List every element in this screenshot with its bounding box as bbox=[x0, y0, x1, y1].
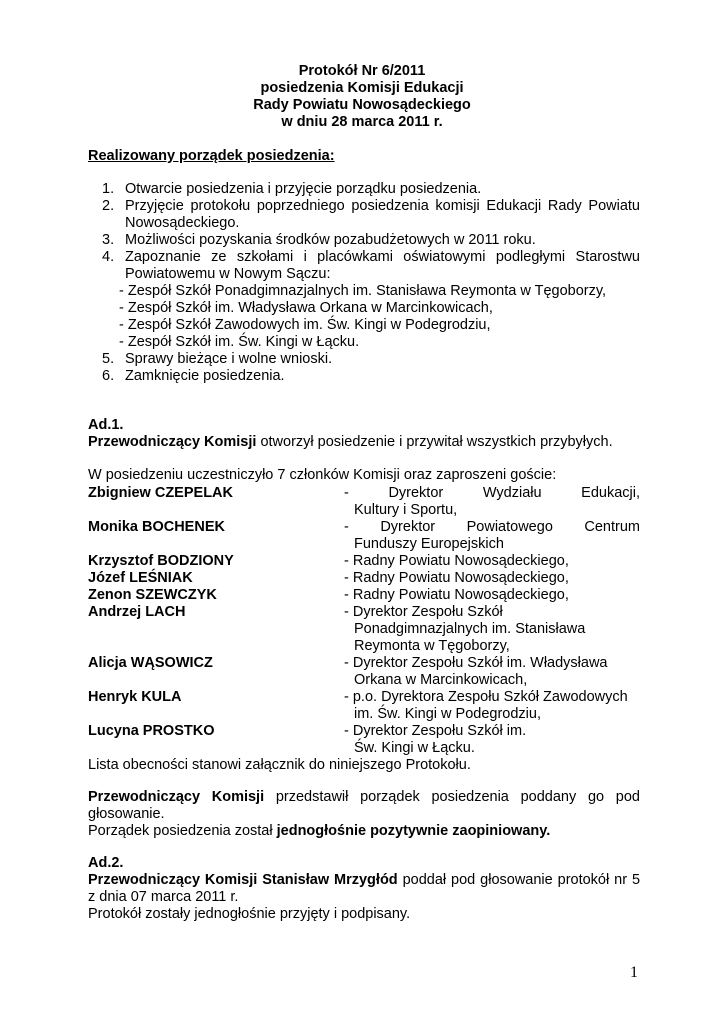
title-line-2: posiedzenia Komisji Edukacji bbox=[260, 80, 464, 96]
agenda-list bbox=[88, 181, 640, 385]
ad2-text: Przewodniczący Komisji Stanisław Mrzygłód poddał pod głosowanie protokół nr 5 z dnia 07 marca 2011 r. bbox=[88, 872, 641, 905]
page-number: 1 bbox=[630, 964, 638, 981]
school-item: - Zespół Szkół Ponadgimnazjalnych im. Stanisława Reymonta w Tęgoborzy, bbox=[119, 283, 607, 299]
agenda-item: 3. Możliwości pozyskania środków pozabudżetowych w 2011 roku. bbox=[102, 232, 536, 248]
title-line-1: Protokół Nr 6/2011 bbox=[298, 63, 426, 79]
school-item: - Zespół Szkół im. Św. Kingi w Łącku. bbox=[119, 334, 360, 350]
title-line-3: Rady Powiatu Nowosądeckiego bbox=[253, 97, 471, 113]
ad2-result: Protokół zostały jednogłośnie przyjęty i podpisany. bbox=[88, 906, 411, 922]
document-page: Protokół Nr 6/2011 posiedzenia Komisji Edukacji Rady Powiatu Nowosądeckiego w dniu 28 marca 2011 r. Realizowany porządek posiedzenia: 1. Otwarcie posiedzenia i przyjęcie porządku posiedzenia. 2. Przyjęcie protokołu poprzedniego posiedzenia komisji Edukacji Rady Powiatu Nowosądeckiego. 3. Możliwości pozyskania środków pozabudżetowych w 2011 roku. 4. Zapoznanie ze szkołami i placówkami oświatowymi podległymi Starostwu Powiatowemu w Nowym Sączu: - Zespół Szkół Ponadgimnazjalnych im. Stanisława Reymonta w Tęgoborzy, - Zespół Szkół im. Władysława Orkana w Marcinkowicach, - Zespół Szkół Zawodowych im. Św. Kingi w Podegrodziu, - Zespół Szkół im. Św. Kingi w Łącku. 5. Sprawy bieżące i wolne wnioski. 6. Zamknięcie posiedzenia. Ad.1. Przewodniczący Komisji otworzył posiedzenie i przywitał wszystkich przybyłych. W posiedzeniu uczestniczyło 7 członków Komisji oraz zaproszeni goście: Zbigniew CZEPELAK - Dyrektor Wydziału Edukacji, Kultury i Sportu, Monika BOCHENEK - Dyrektor Powiatowego Centrum Funduszy Europejskich Krzysztof BODZIONY - Radny Powiatu Nowosądeckiego, Józef LEŚNIAK - Radny Powiatu Nowosądeckiego, Zenon SZEWCZYK - Radny Powiatu Nowosądeckiego, Andrzej LACH - Dyrektor Zespołu Szkół Ponadgimnazjalnych im. Stanisława Reymonta w Tęgoborzy, Alicja WĄSOWICZ - Dyrektor Zespołu Szkół im. Władysława Orkana w Marcinkowicach, Henryk KULA - p.o. Dyrektora Zespołu Szkół Zawodowych im. Św. Kingi w Podegrodziu, Lucyna PROSTKO - Dyrektor Zespołu Szkół im. Św. Kingi w Łącku. Lista obecności stanowi załącznik do niniejszego Protokołu. Przewodniczący Komisji przedstawił porządek posiedzenia poddany go pod głosowanie. Porządek posiedzenia został jednogłośnie pozytywnie zaopiniowany. Ad.2. Przewodniczący Komisji Stanisław Mrzygłód poddał pod głosowanie protokół nr 5 z dnia 07 marca 2011 r. Protokół zostały jednogłośnie przyjęty i podpisany. 1 bbox=[0, 0, 724, 1024]
agenda-item: 1. Otwarcie posiedzenia i przyjęcie porządku posiedzenia. bbox=[102, 181, 482, 197]
agenda-item: 5. Sprawy bieżące i wolne wnioski. bbox=[102, 351, 333, 367]
school-item: - Zespół Szkół Zawodowych im. Św. Kingi w Podegrodziu, bbox=[119, 317, 491, 333]
ad2-heading: Ad.2. bbox=[88, 855, 124, 871]
school-item: - Zespół Szkół im. Władysława Orkana w Marcinkowicach, bbox=[119, 300, 493, 316]
agenda-item: 4. Zapoznanie ze szkołami i placówkami oświatowymi podległymi Starostwu Powiatowemu w Nowym Sączu: bbox=[102, 249, 640, 282]
ad1-heading: Ad.1. bbox=[88, 417, 124, 433]
attendance-note: Lista obecności stanowi załącznik do niniejszego Protokołu. bbox=[88, 757, 471, 773]
agenda-result: Porządek posiedzenia został jednogłośnie pozytywnie zaopiniowany. bbox=[88, 823, 551, 839]
document-title bbox=[0, 63, 724, 131]
title-line-4: w dniu 28 marca 2011 r. bbox=[281, 114, 443, 130]
attendance-intro: W posiedzeniu uczestniczyło 7 członków Komisji oraz zaproszeni goście: bbox=[88, 467, 557, 483]
agenda-item: 6. Zamknięcie posiedzenia. bbox=[102, 368, 285, 384]
agenda-item: 2. Przyjęcie protokołu poprzedniego posiedzenia komisji Edukacji Rady Powiatu Nowosądeckiego. bbox=[102, 198, 640, 231]
ad1-opening: Przewodniczący Komisji otworzył posiedzenie i przywitał wszystkich przybyłych. bbox=[88, 434, 613, 450]
agenda-heading: Realizowany porządek posiedzenia: bbox=[88, 148, 335, 164]
agenda-presentation: Przewodniczący Komisji przedstawił porządek posiedzenia poddany go pod głosowanie. bbox=[88, 789, 641, 822]
school-list bbox=[88, 283, 640, 351]
